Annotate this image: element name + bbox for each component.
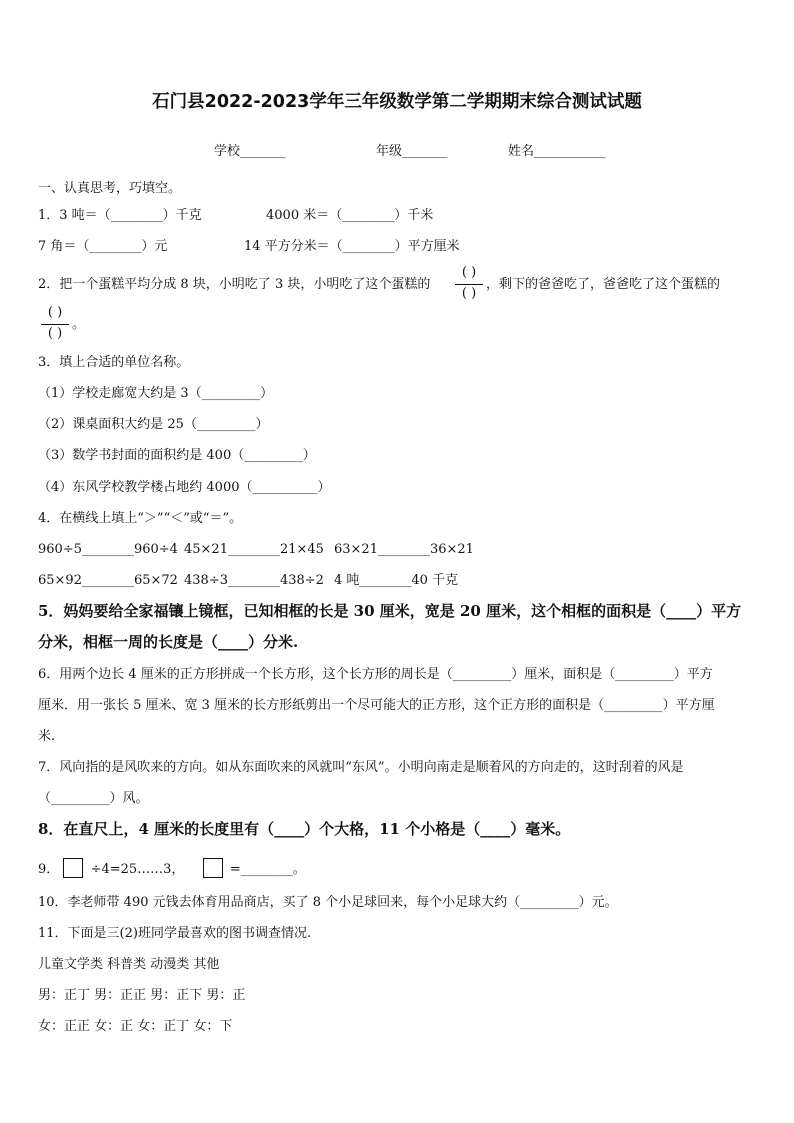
fraction-blank-2[interactable]: [40, 305, 70, 343]
question-7-line: （_________）风。: [38, 791, 149, 806]
numerator-blank: ( ): [47, 305, 63, 320]
question-3-item: （4）东风学校教学楼占地约 4000（__________）: [38, 480, 331, 495]
question-6-line: 6．用两个边长 4 厘米的正方形拼成一个长方形，这个长方形的周长是（_________）厘米，面积是（_________）平方: [38, 667, 713, 682]
compare-item: 438÷3________438÷2: [184, 573, 324, 588]
fraction-blank-1[interactable]: [454, 265, 484, 303]
answer-box[interactable]: [63, 858, 83, 878]
answer-box[interactable]: [203, 858, 223, 878]
question-4-stem: 4．在横线上填上“＞”“＜”或“＝”。: [38, 511, 243, 526]
survey-boys-row: 男：正丁 男：正正 男：正下 男：正: [38, 988, 246, 1003]
question-7-line: 7．风向指的是风吹来的方向。如从东面吹来的风就叫“东风”。小明向南走是顺着风的方向走的，这时刮着的风是: [38, 760, 684, 775]
denominator-blank: ( ): [47, 326, 63, 341]
question-3-item: （2）课桌面积大约是 25（_________）: [38, 417, 269, 432]
compare-item: 45×21________21×45: [184, 542, 324, 557]
grade-field[interactable]: 年级_______: [376, 144, 448, 159]
question-9-expr-b: =________。: [229, 862, 306, 877]
survey-girls-row: 女：正正 女：正 女：正丁 女：下: [38, 1019, 233, 1034]
question-8: 8．在直尺上，4 厘米的长度里有（____）个大格，11 个小格是（____）毫米。: [38, 820, 571, 838]
section-heading: 一、认真思考，巧填空。: [38, 181, 182, 196]
question-3-item: （1）学校走廊宽大约是 3（_________）: [38, 386, 274, 401]
question-3-item: （3）数学书封面的面积约是 400（_________）: [38, 448, 316, 463]
compare-item: 63×21________36×21: [334, 542, 474, 557]
question-10: 10．李老师带 490 元钱去体育用品商店，买了 8 个小足球回来，每个小足球大约（_________）元。: [38, 895, 618, 910]
question-1-b: 4000 米＝（________）千米: [266, 208, 434, 223]
survey-header: 儿童文学类 科普类 动漫类 其他: [38, 957, 220, 972]
denominator-blank: ( ): [461, 286, 477, 301]
question-6-line: 厘米．用一张长 5 厘米、宽 3 厘米的长方形纸剪出一个尽可能大的正方形，这个正方形的面积是（_________）平方厘: [38, 698, 715, 713]
school-field[interactable]: 学校_______: [214, 144, 286, 159]
question-1-a: 1．3 吨＝（________）千克: [38, 208, 202, 223]
fraction-bar: [455, 284, 483, 285]
question-2-text2: ，剩下的爸爸吃了，爸爸吃了这个蛋糕的: [486, 277, 721, 292]
question-2-end: 。: [72, 317, 86, 332]
question-1-c: 7 角＝（________）元: [38, 239, 168, 254]
numerator-blank: ( ): [461, 265, 477, 280]
question-9-expr-a: ÷4=25……3，: [90, 862, 185, 877]
question-2-text: 2．把一个蛋糕平均分成 8 块，小明吃了 3 块，小明吃了这个蛋糕的: [38, 277, 431, 292]
question-9: [38, 858, 306, 878]
compare-item: 4 吨________40 千克: [334, 573, 459, 588]
question-5-line: 分米，相框一周的长度是（____）分米.: [38, 633, 299, 651]
question-11-stem: 11．下面是三(2)班同学最喜欢的图书调查情况.: [38, 926, 312, 941]
question-6-line: 米.: [38, 729, 56, 744]
question-number: 9．: [38, 862, 60, 877]
fraction-bar: [41, 324, 69, 325]
compare-item: 960÷5________960÷4: [38, 542, 178, 557]
question-5-line: 5．妈妈要给全家福镶上镜框，已知相框的长是 30 厘米，宽是 20 厘米，这个相框的面积是（____）平方: [38, 602, 742, 620]
name-field[interactable]: 姓名___________: [508, 144, 606, 159]
question-1-d: 14 平方分米＝（________）平方厘米: [244, 239, 460, 254]
compare-item: 65×92________65×72: [38, 573, 178, 588]
question-3-stem: 3．填上合适的单位名称。: [38, 355, 190, 370]
page-title: 石门县2022-2023学年三年级数学第二学期期末综合测试试题: [152, 92, 642, 112]
